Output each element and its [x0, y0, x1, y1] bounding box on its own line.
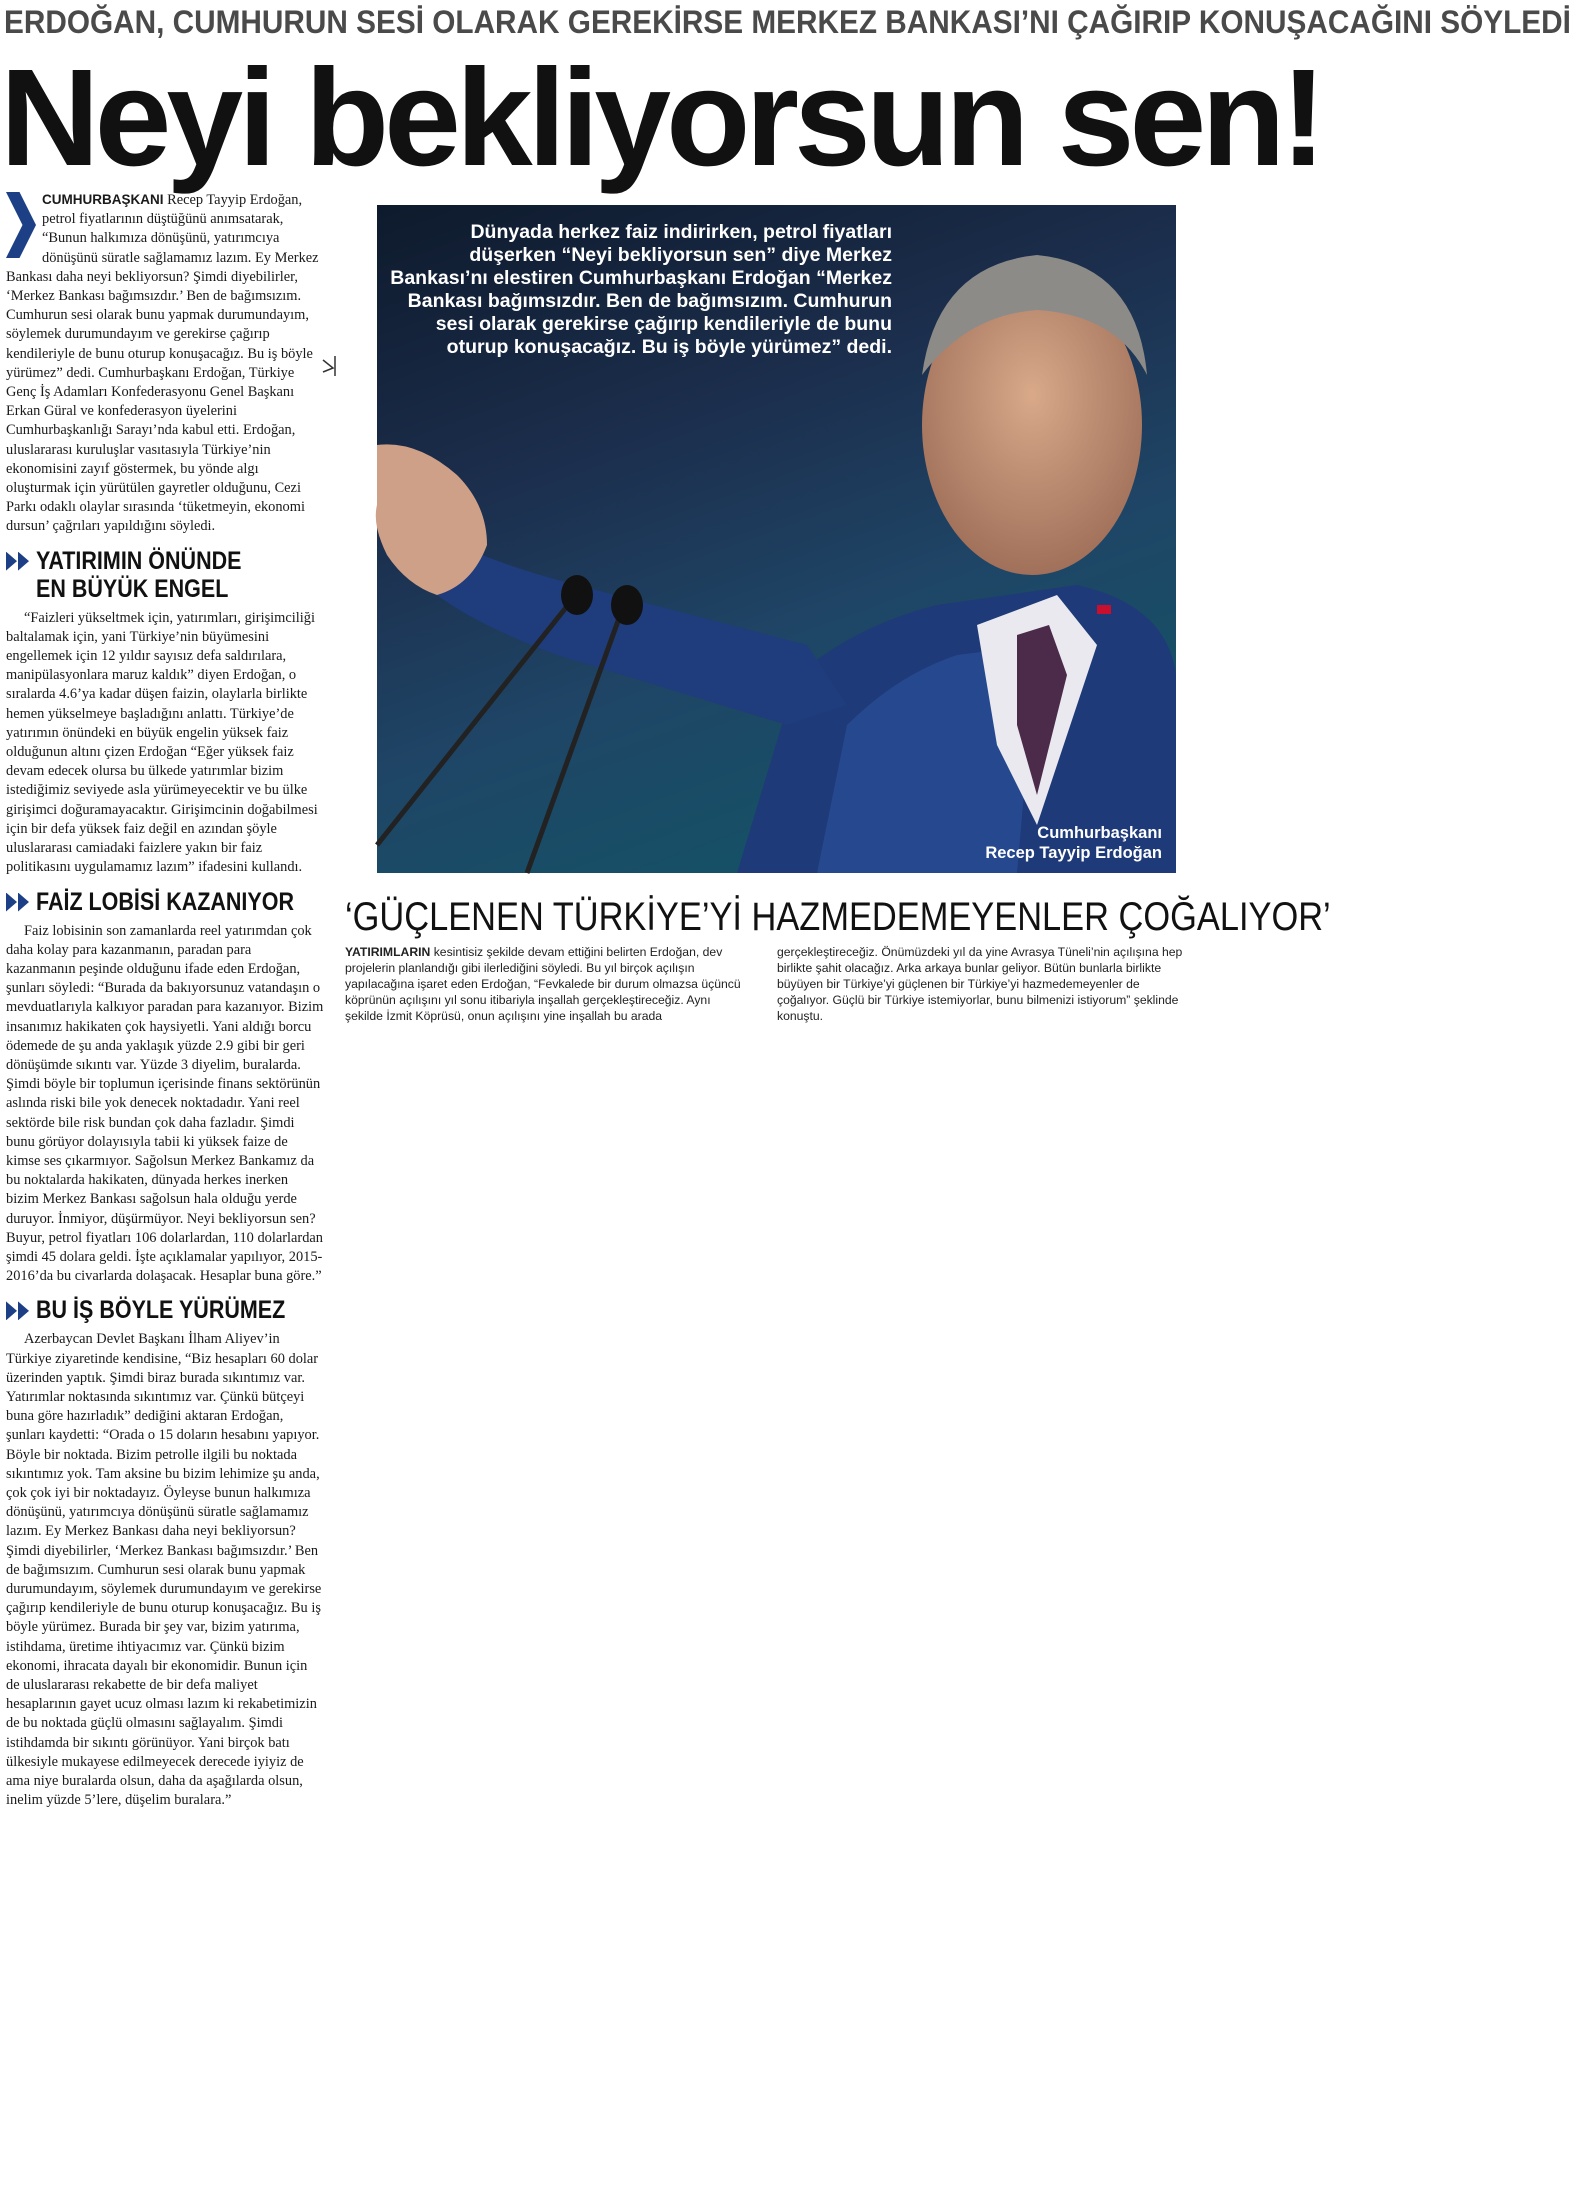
- secondary-story-text: kesintisiz şekilde devam ettiğini belirten Erdoğan, dev projelerin planlandığı gibi ilerlediğini söyledi. Bu yıl birçok açılışın yapılacağına işaret eden Erdoğan, “Fevkalede bir durum olmazsa üçüncü köprünün açılışını yıl sonu itibariyla inşallah gerçekleştireceğiz. Aynı şekilde İzmit Köprüsü, onun açılışını yine inşallah bu arada gerçekleştireceğiz. Önümüzdeki yıl da yine Avrasya Tüneli’nin açılışına hep birlikte şahit olacağız. Arka arkaya bunlar geliyor. Bütün bunlarla birlikte büyüyen bir Türkiye’yi güçlenen bir Türkiye’yi hazmedemeyenler de çoğalıyor. Güçlü bir Türkiye istemiyorlar, bunu bilmenizi istiyorum” şeklinde konuştu.: [345, 945, 1183, 1023]
- double-arrow-icon: [6, 552, 30, 571]
- lead-strong: CUMHURBAŞKANI: [42, 192, 164, 207]
- headline: Neyi bekliyorsun sen!: [0, 41, 1322, 195]
- secondary-story: [345, 944, 1183, 1024]
- section-title-1: [6, 547, 324, 603]
- section-body-2: Faiz lobisinin son zamanlarda reel yatırımdan çok daha kolay para kazanmanın, paradan para kazanmanın peşinde olduğunu ifade eden Erdoğan, şunları söyledi: “Burada da bakıyorsunuz vatandaşın o mevduatlarıyla kalkıyor paradan para kazanıyor. Bizim insanımız hakikaten çok haysiyetli. Yani aldığı borcu ödemede de şu anda yaklaşık yüzde 2.9 gibi bir geri dönüşümde sıkıntı var. Yüzde 3 diyelim, buralarda. Şimdi böyle bir toplumun içerisinde finans sektörünün aslında riski bile yok denecek noktadadır. Yani reel sektörde bile risk bundan çok daha fazladır. Şimdi bunu görüyor dolayısıyla tabii ki yüksek faize de kimse ses çıkarmıyor. Sağolsun Merkez Bankamız da bu noktalarda hakikaten, dünyada herkes inerken bizim Merkez Bankası sağolsun hala olduğu yerde duruyor. İnmiyor, düşürmüyor. Neyi bekliyorsun sen? Buyur, petrol fiyatları 106 dolarlardan, 110 dolarlardan şimdi 45 dolara geldi. İşte açıklamalar yapılıyor, 2015-2016’da bu civarlarda dolaşacak. Hesaplar buna göre.”: [6, 922, 324, 1285]
- section-title-3: BU İŞ BÖYLE YÜRÜMEZ: [6, 1296, 324, 1324]
- left-column: [6, 190, 324, 2202]
- section-body-3: Azerbaycan Devlet Başkanı İlham Aliyev’in Türkiye ziyaretinde kendisine, “Biz hesapları 60 dolar üzerinden yaptık. Şimdi biraz burada sıkıntımız var. Yatırımlar noktasında sıkıntımız var. Çünkü bütçeyi buna göre hazırladık” dediğini aktaran Erdoğan, şunları kaydetti: “Orada o 15 doların hesabını yapıyor. Böyle bir noktada. Bizim petrolle ilgili bu noktada sıkıntımız yok. Tam aksine bu bizim lehimize şu anda, çok çok iyi bir noktadayız. Öyleyse bunun halkımıza dönüşünü, yatırımcıya dönüşünü süratle sağlamamız lazım. Ey Merkez Bankası daha neyi bekliyorsun? Şimdi diyebilirler, ‘Merkez Bankası bağımsızdır.’ Ben de bağımsızım. Cumhurun sesi olarak bunu yapmak durumundayım, söylemek durumundayım ve gerekirse çağırıp kendileriyle de bunu oturup konuşacağız. Bu iş böyle yürümez. Burada bir şey var, bizim yatırıma, istihdama, üretime ihtiyacımız var. Çünkü bizim ekonomi, ihracata dayalı bir ekonomidir. Bunun için de uluslararası rekabette de bir defa maliyet hesaplarının gayet ucuz olması lazım ki rekabetimizin de bu noktada güçlü olmasını sağlayalım. Şimdi istihdamda bir sıkıntı görünüyor. Yani birçok batı ülkesiyle mukayese edilmeyecek derecede iyiyiz de ama niye buralarda olsun, daha da aşağılarda olsun, inelim yüzde 5’lere, düşelim buralara.”: [6, 1331, 322, 1809]
- photo-caption: Dünyada herkez faiz indirirken, petrol fiyatları düşerken “Neyi bekliyorsun sen” diye Merkez Bankası’nı elestiren Cumhurbaşkanı Erdoğan “Merkez Bankası bağımsızdır. Ben de bağımsızım. Cumhurun sesi olarak gerekirse çağırıp kendileriyle de bunu oturup konuşacağız. Bu iş böyle yürümez” dedi.: [390, 221, 892, 358]
- section-title-1-line1: YATIRIMIN ÖNÜNDE: [36, 546, 242, 575]
- double-arrow-icon: [6, 1301, 30, 1320]
- lead-text: Recep Tayyip Erdoğan, petrol fiyatlarının düştüğünü anımsatarak, “Bunun halkımıza dönüşünü, yatırımcıya dönüşünü süratle sağlamamız lazım. Ey Merkez Bankası daha neyi bekliyorsun? Şimdi diyebilirler, ‘Merkez Bankası bağımsızdır.’ Ben de bağımsızım. Cumhurun sesi olarak bunu yapmak durumundayım, söylemek durumundayım ve gerekirse çağırıp kendileriyle de bunu oturup konuşacağız. Bu iş böyle yürümez” dedi. Cumhurbaşkanı Erdoğan, Türkiye Genç İş Adamları Konfederasyonu Genel Başkanı Erkan Güral ve konfederasyon üyelerini Cumhurbaşkanlığı Sarayı’nda kabul etti. Erdoğan, uluslararası kuruluşlar vasıtasıyla Türkiye’nin ekonomisini zayıf göstermek, bu yönde algı oluşturmak için yürütülen gayretler olduğunu, Cezi Parkı odaklı olaylar sırasında ‘tüketmeyin, ekonomi dursun’ çağrıları yapıldığını söyledi.: [6, 192, 319, 535]
- photo-credit-line2: Recep Tayyip Erdoğan: [985, 844, 1162, 862]
- secondary-story-lead: YATIRIMLARIN: [345, 945, 431, 959]
- photo-credit: [985, 823, 1162, 863]
- double-arrow-icon: [6, 893, 30, 912]
- section-body-1: “Faizleri yükseltmek için, yatırımları, girişimciliği baltalamak için, yani Türkiye’nin büyümesini engellemek için 12 yıldır sayısız defa saldırılara, manipülasyonlara maruz kaldık” diyen Erdoğan, o sıralarda 4.6’ya kadar düşen faizin, olaylarla birlikte hemen yükselmeye başladığını anlattı. Türkiye’de yatırımın önündeki en büyük engelin yüksek faiz olduğunun altını çizen Erdoğan “Eğer yüksek faiz devam edecek olursa bu ülkede yatırımlar bizim istediğimiz seviyede asla yürümeyecektir ve bu ülke girişimci doğuramayacaktır. Girişimcinin doğabilmesi için bir defa yüksek faiz değil en azından şöyle uluslararası camiadaki faizlere yakın bir faiz politikasını uygulamamız lazım” ifadesini kullandı.: [6, 609, 318, 876]
- section-title-1-line2: EN BÜYÜK ENGEL: [36, 574, 229, 603]
- lead-paragraph: [6, 190, 324, 537]
- pointer-mark: [321, 354, 349, 378]
- section-title-2: FAİZ LOBİSİ KAZANIYOR: [6, 888, 324, 916]
- chevron-icon: [6, 192, 36, 258]
- photo-credit-line1: Cumhurbaşkanı: [1037, 824, 1162, 842]
- kicker: ERDOĞAN, CUMHURUN SESİ OLARAK GEREKİRSE MERKEZ BANKASI’NI ÇAĞIRIP KONUŞACAĞINI SÖYLEDİ: [4, 4, 1571, 40]
- photo: [377, 205, 1176, 873]
- secondary-headline: ‘GÜÇLENEN TÜRKİYE’Yİ HAZMEDEMEYENLER ÇOĞALIYOR’: [345, 895, 1331, 939]
